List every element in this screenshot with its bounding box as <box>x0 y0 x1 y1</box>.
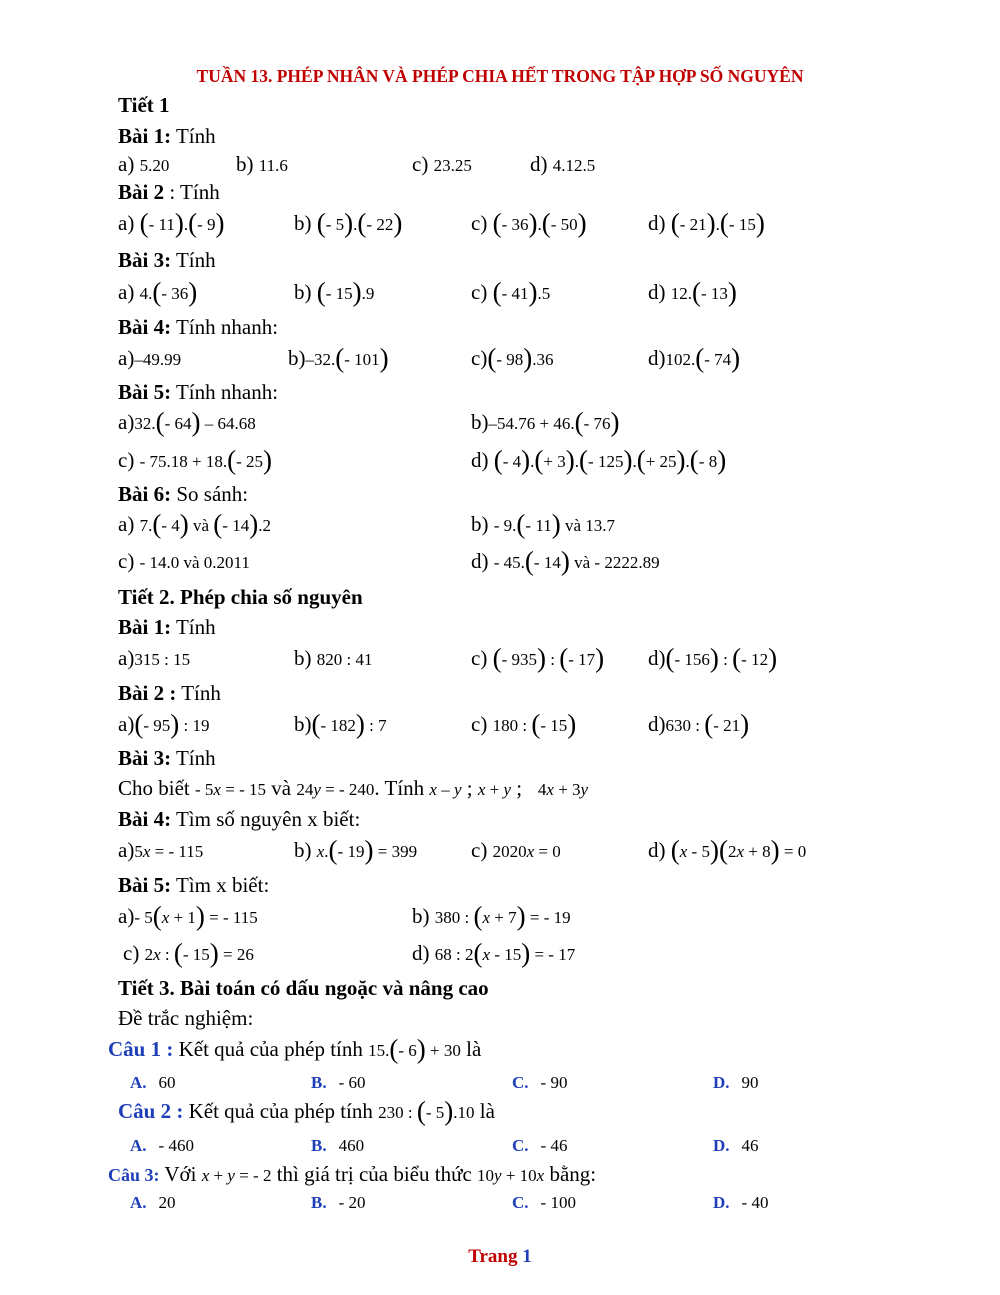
exercise-item <box>471 208 587 238</box>
exercise-label: Bài 3: <box>118 746 172 770</box>
exercise-item <box>118 407 256 437</box>
answer-option[interactable] <box>311 1136 364 1156</box>
section-heading-tiet1: Tiết 1 <box>118 93 170 117</box>
item-letter: a) <box>118 646 135 670</box>
exercise-item <box>471 509 616 539</box>
page-title: TUẦN 13. PHÉP NHÂN VÀ PHÉP CHIA HẾT TRONG TẬP HỢP SỐ NGUYÊN <box>196 66 804 86</box>
item-letter: b) <box>412 904 430 928</box>
statement-equation: - 5x = - 15 <box>195 780 266 799</box>
item-expression: 2x : (- 15) = 26 <box>144 938 254 968</box>
exercise-item <box>471 343 554 373</box>
item-letter: a) <box>118 280 135 304</box>
page-number: 1 <box>522 1246 532 1267</box>
exercise-item <box>471 709 577 739</box>
item-letter: d) <box>648 280 666 304</box>
question-1 <box>108 1034 482 1064</box>
exercise-heading <box>118 681 221 706</box>
exercise-instruction: : Tính <box>164 180 220 204</box>
question-text: là <box>466 1037 482 1061</box>
exercise-label: Bài 1: <box>118 615 172 639</box>
item-letter: c) <box>123 941 140 965</box>
item-letter: a) <box>118 346 135 370</box>
footer-label: Trang <box>468 1246 518 1267</box>
exercise-heading <box>118 615 216 640</box>
item-letter: c) <box>471 838 488 862</box>
item-letter: b) <box>294 838 312 862</box>
item-letter: a) <box>118 904 135 928</box>
exercise-heading <box>118 315 278 340</box>
item-expression: - 5(x + 1) = - 115 <box>134 901 258 931</box>
item-expression: 4.12.5 <box>552 156 596 175</box>
exercise-heading <box>118 873 269 898</box>
exercise-label: Bài 6: <box>118 482 172 506</box>
item-letter: d) <box>648 211 666 235</box>
item-letter: c) <box>471 346 488 370</box>
answer-option[interactable] <box>713 1073 759 1093</box>
answer-option[interactable] <box>512 1136 567 1156</box>
item-letter: b) <box>294 280 312 304</box>
exercise-item <box>412 152 472 177</box>
item-expression: –54.76 + 46.(- 76) <box>488 407 620 437</box>
exercise-item <box>294 835 418 865</box>
option-letter: A. <box>130 1193 147 1212</box>
exercise-item <box>236 152 288 177</box>
item-letter: d) <box>648 712 666 736</box>
page-footer <box>0 1246 1000 1268</box>
exercise-item <box>412 938 576 968</box>
exercise-instruction: Tìm số nguyên x biết: <box>171 807 361 831</box>
item-expression: (- 935) : (- 17) <box>492 643 605 673</box>
option-value: - 90 <box>540 1073 568 1092</box>
exercise-item <box>118 346 181 371</box>
exercise-item <box>471 445 727 475</box>
option-letter: A. <box>130 1073 147 1092</box>
exercise-label: Bài 1: <box>118 124 172 148</box>
section-heading-tiet2: Tiết 2. Phép chia số nguyên <box>118 585 363 609</box>
exercise-label: Bài 2 <box>118 180 165 204</box>
statement-equation: 24y = - 240 <box>296 780 375 799</box>
item-expression: 380 : (x + 7) = - 19 <box>434 901 571 931</box>
question-text: bằng: <box>549 1162 597 1186</box>
exercise-item <box>118 838 203 863</box>
exercise-label: Bài 4: <box>118 807 172 831</box>
exercise-heading <box>118 124 216 149</box>
question-text: Kết quả của phép tính <box>173 1037 363 1061</box>
item-letter: a) <box>118 712 135 736</box>
exercise-item <box>118 646 190 671</box>
item-letter: d) <box>412 941 430 965</box>
item-expression: - 14.0 và 0.2011 <box>139 553 250 572</box>
statement-separator: ; <box>466 776 473 800</box>
item-expression: (- 41).5 <box>492 277 551 307</box>
item-expression: –49.99 <box>134 350 182 369</box>
answer-option[interactable] <box>713 1193 768 1213</box>
item-expression: (- 95) : 19 <box>134 709 210 739</box>
item-letter: b) <box>471 410 489 434</box>
exercise-item <box>294 208 403 238</box>
exercise-item <box>412 901 571 931</box>
answer-option[interactable] <box>713 1136 759 1156</box>
exercise-heading <box>118 248 216 273</box>
exercise-item <box>648 709 750 739</box>
item-expression: (- 4).(+ 3).(- 125).(+ 25).(- 8) <box>493 445 727 475</box>
statement-expression: x + y <box>477 780 512 799</box>
option-value: 46 <box>741 1136 759 1155</box>
item-letter: a) <box>118 211 135 235</box>
item-letter: d) <box>530 152 548 176</box>
item-letter: c) <box>412 152 429 176</box>
item-expression: - 9.(- 11) và 13.7 <box>493 509 616 539</box>
item-letter: a) <box>118 410 135 434</box>
item-expression: (- 5).(- 22) <box>316 208 403 238</box>
option-value: - 100 <box>540 1193 576 1212</box>
answer-option[interactable] <box>130 1136 194 1156</box>
question-2 <box>118 1096 495 1126</box>
exercise-item <box>648 277 737 307</box>
option-letter: C. <box>512 1136 529 1155</box>
exercise-item <box>294 646 372 671</box>
item-letter: d) <box>648 346 666 370</box>
statement-text: và <box>271 776 292 800</box>
question-3 <box>108 1162 596 1187</box>
item-expression: (x - 5)(2x + 8) = 0 <box>670 835 807 865</box>
question-label: Câu 1 : <box>108 1037 174 1061</box>
exercise-label: Bài 3: <box>118 248 172 272</box>
item-expression: 11.6 <box>258 156 288 175</box>
exercise-item <box>471 838 561 863</box>
exercise-item <box>118 208 225 238</box>
exercise-item <box>118 277 198 307</box>
item-expression: (- 182) : 7 <box>311 709 387 739</box>
item-expression: (- 156) : (- 12) <box>665 643 778 673</box>
exercise-item <box>648 643 778 673</box>
exercise-item <box>648 343 741 373</box>
exercise-label: Bài 5: <box>118 873 172 897</box>
exercise-instruction: Tính nhanh: <box>171 380 279 404</box>
answer-option[interactable] <box>512 1073 567 1093</box>
exercise-item <box>530 152 595 177</box>
question-label: Câu 2 : <box>118 1099 184 1123</box>
question-expression: 230 : (- 5).10 <box>378 1096 475 1126</box>
statement-separator: ; <box>516 776 523 800</box>
exercise-item <box>471 643 605 673</box>
item-letter: d) <box>471 549 489 573</box>
item-letter: a) <box>118 838 135 862</box>
question-text: thì giá trị của biểu thức <box>276 1162 472 1186</box>
option-value: - 46 <box>540 1136 568 1155</box>
item-expression: 4.(- 36) <box>139 277 198 307</box>
exercise-item <box>118 509 271 539</box>
exercise-heading <box>118 807 360 832</box>
item-letter: b) <box>288 346 306 370</box>
item-expression: –32.(- 101) <box>305 343 389 373</box>
exercise-item <box>118 445 273 475</box>
item-letter: b) <box>294 646 312 670</box>
exercise-instruction: Tính <box>171 615 216 639</box>
item-expression: 180 : (- 15) <box>492 709 577 739</box>
item-letter: d) <box>471 448 489 472</box>
question-expression: x + y = - 2 <box>201 1166 272 1185</box>
exercise-instruction: So sánh: <box>171 482 249 506</box>
item-letter: c) <box>118 549 135 573</box>
item-expression: 2020x = 0 <box>492 842 561 861</box>
answer-option[interactable] <box>130 1193 176 1213</box>
question-expression: 10y + 10x <box>477 1166 545 1185</box>
exercise-heading <box>118 746 216 771</box>
item-expression: 7.(- 4) và (- 14).2 <box>139 509 271 539</box>
question-text: là <box>479 1099 495 1123</box>
exercise-instruction: Tính <box>171 124 216 148</box>
section-heading-tiet3: Tiết 3. Bài toán có dấu ngoặc và nâng cao <box>118 976 489 1000</box>
item-expression: 12.(- 13) <box>670 277 737 307</box>
exercise-heading <box>118 180 220 205</box>
option-value: 460 <box>338 1136 365 1155</box>
exercise-item <box>471 277 551 307</box>
exercise-instruction: Tính <box>171 248 216 272</box>
exercise-item <box>294 277 375 307</box>
exercise-item <box>118 709 210 739</box>
option-letter: D. <box>713 1136 730 1155</box>
option-value: 90 <box>741 1073 759 1092</box>
option-letter: D. <box>713 1073 730 1092</box>
item-letter: c) <box>471 646 488 670</box>
item-letter: a) <box>118 512 135 536</box>
option-value: 60 <box>158 1073 176 1092</box>
item-expression: - 45.(- 14) và - 2222.89 <box>493 546 660 576</box>
statement-expression: 4x + 3y <box>537 780 589 799</box>
item-expression: (- 21).(- 15) <box>670 208 765 238</box>
item-letter: c) <box>471 280 488 304</box>
item-letter: b) <box>236 152 254 176</box>
exercise-instruction: Tìm x biết: <box>171 873 270 897</box>
option-letter: B. <box>311 1193 327 1212</box>
question-expression: 15.(- 6) + 30 <box>368 1034 461 1064</box>
item-expression: (- 98).36 <box>487 343 554 373</box>
exercise-item <box>648 208 765 238</box>
item-expression: 102.(- 74) <box>665 343 741 373</box>
item-expression: 5.20 <box>139 156 170 175</box>
item-expression: 5x = - 115 <box>134 842 204 861</box>
answer-option[interactable] <box>512 1193 576 1213</box>
option-letter: B. <box>311 1136 327 1155</box>
answer-option[interactable] <box>311 1193 366 1213</box>
item-expression: (- 15).9 <box>316 277 375 307</box>
option-value: - 60 <box>338 1073 366 1092</box>
exercise-item <box>118 549 250 574</box>
statement-text: Cho biết <box>118 776 190 800</box>
item-letter: b) <box>294 211 312 235</box>
item-expression: 68 : 2(x - 15) = - 17 <box>434 938 576 968</box>
item-letter: b) <box>294 712 312 736</box>
item-letter: c) <box>471 712 488 736</box>
item-expression: 315 : 15 <box>134 650 191 669</box>
item-letter: d) <box>648 838 666 862</box>
item-expression: (- 36).(- 50) <box>492 208 587 238</box>
answer-option[interactable] <box>130 1073 176 1093</box>
item-expression: - 75.18 + 18.(- 25) <box>139 445 273 475</box>
exercise-label: Bài 5: <box>118 380 172 404</box>
exercise-item <box>471 546 660 576</box>
question-text: Kết quả của phép tính <box>183 1099 373 1123</box>
exercise-heading <box>118 380 278 405</box>
exercise-item <box>288 343 389 373</box>
exercise-item <box>294 709 387 739</box>
item-letter: c) <box>471 211 488 235</box>
option-value: 20 <box>158 1193 176 1212</box>
option-value: - 460 <box>158 1136 194 1155</box>
exercise-item <box>118 901 258 931</box>
question-text: Với <box>159 1162 197 1186</box>
quiz-subheading: Đề trắc nghiệm: <box>118 1006 254 1030</box>
option-letter: C. <box>512 1193 529 1212</box>
answer-option[interactable] <box>311 1073 366 1093</box>
item-expression: 23.25 <box>433 156 472 175</box>
exercise-label: Bài 4: <box>118 315 172 339</box>
option-letter: B. <box>311 1073 327 1092</box>
exercise-instruction: Tính nhanh: <box>171 315 279 339</box>
question-label: Câu 3: <box>108 1165 160 1185</box>
exercise-item <box>648 835 807 865</box>
item-expression: x.(- 19) = 399 <box>316 835 418 865</box>
option-letter: D. <box>713 1193 730 1212</box>
item-letter: d) <box>648 646 666 670</box>
option-letter: C. <box>512 1073 529 1092</box>
item-letter: b) <box>471 512 489 536</box>
exercise-heading <box>118 482 248 507</box>
exercise-label: Bài 2 : <box>118 681 177 705</box>
statement-expression: x – y <box>429 780 462 799</box>
option-value: - 40 <box>741 1193 769 1212</box>
statement-text: . Tính <box>374 776 425 800</box>
exercise-instruction: Tính <box>171 746 216 770</box>
exercise-item <box>123 938 254 968</box>
exercise-item <box>118 152 169 177</box>
item-letter: c) <box>118 448 135 472</box>
item-expression: (- 11).(- 9) <box>139 208 225 238</box>
exercise-statement <box>118 776 588 801</box>
item-letter: a) <box>118 152 135 176</box>
item-expression: 630 : (- 21) <box>665 709 750 739</box>
option-value: - 20 <box>338 1193 366 1212</box>
exercise-instruction: Tính <box>176 681 221 705</box>
item-expression: 32.(- 64) – 64.68 <box>134 407 256 437</box>
option-letter: A. <box>130 1136 147 1155</box>
exercise-item <box>471 407 620 437</box>
item-expression: 820 : 41 <box>316 650 373 669</box>
